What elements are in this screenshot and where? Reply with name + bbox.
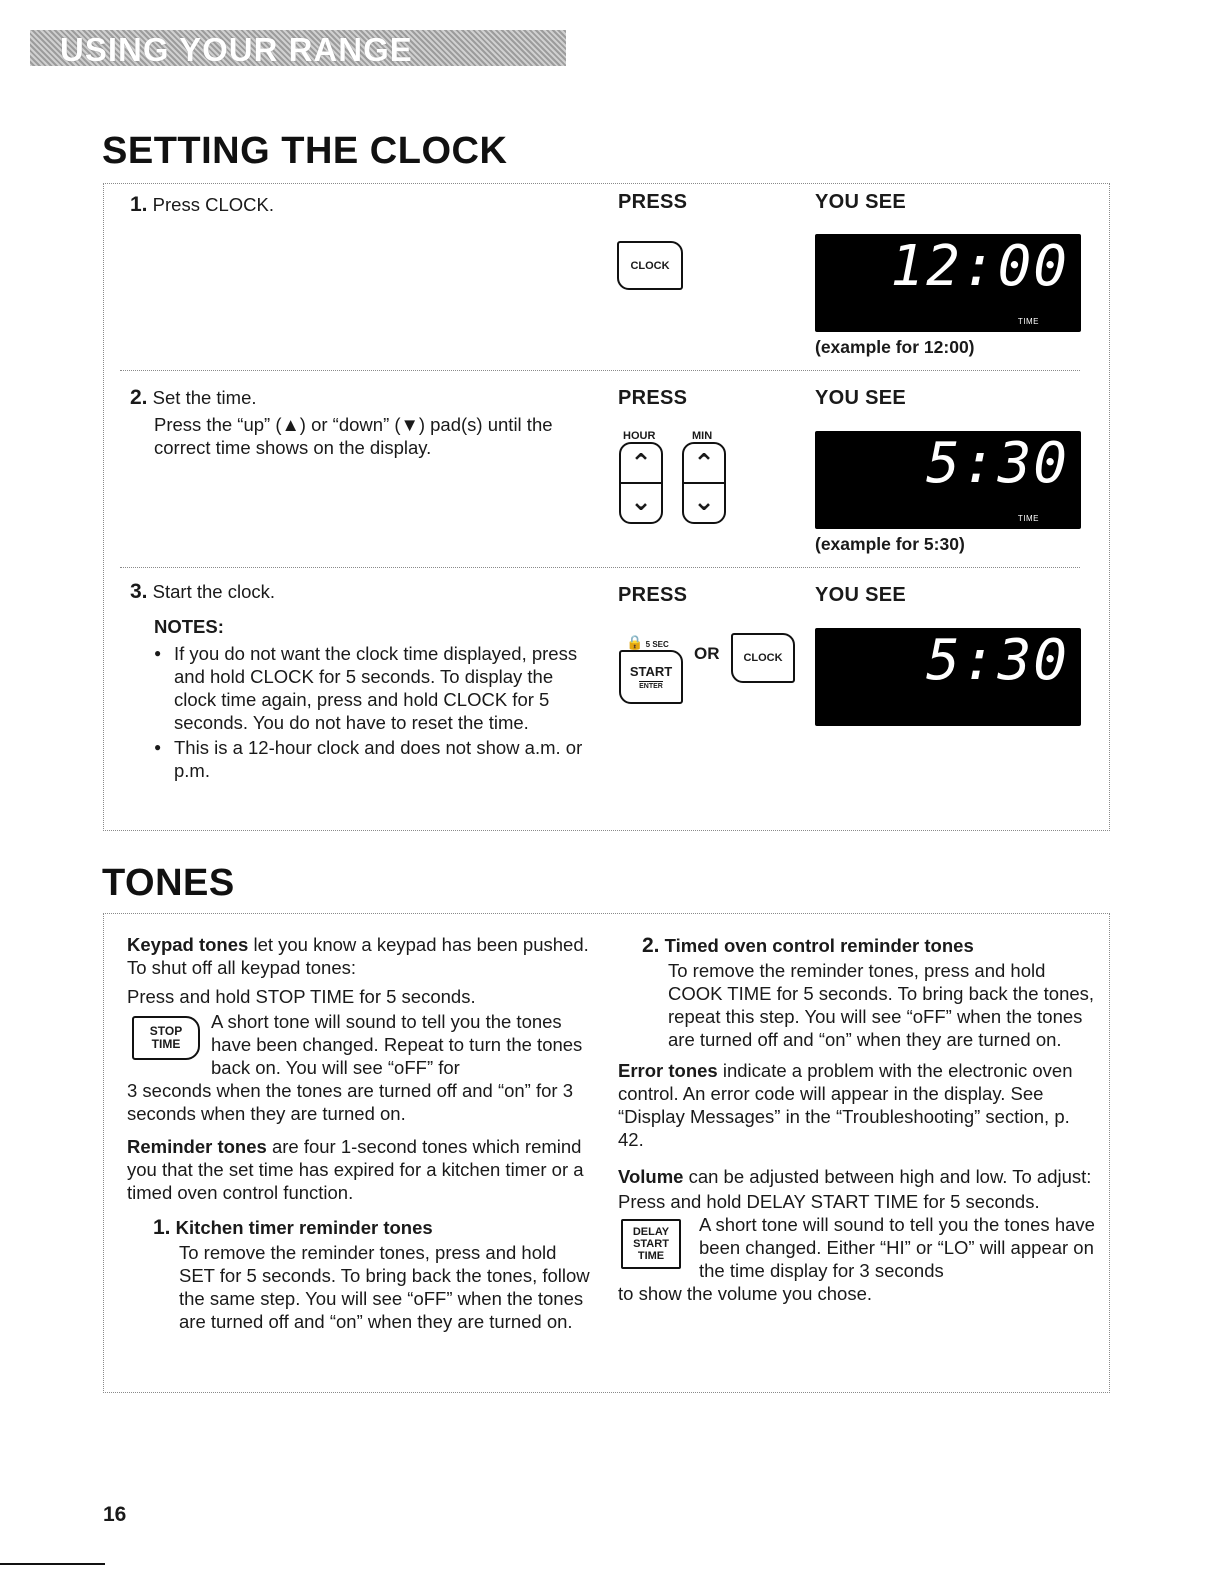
- step-text: Press CLOCK.: [152, 194, 274, 215]
- clock-key-label: CLOCK: [630, 259, 670, 272]
- press-header: PRESS: [618, 387, 688, 409]
- step-1: [130, 193, 274, 216]
- stop-time-row: [127, 1010, 593, 1079]
- clock-display: [815, 234, 1081, 332]
- clock-key: [731, 633, 795, 683]
- stop-time-key: [132, 1016, 200, 1060]
- keypad-press-hold: Press and hold STOP TIME for 5 seconds.: [127, 986, 476, 1007]
- clock-display: [815, 628, 1081, 726]
- notes-list: [130, 642, 585, 782]
- error-tones-text: indicate a problem with the electronic oven control. An error code will appear in the display. See “Display Messages” in the “Troubleshooting” section, p. 42.: [618, 1060, 1073, 1150]
- step-number: 2.: [130, 386, 148, 409]
- down-arrow-icon: ⌄: [630, 486, 652, 516]
- volume-text: can be adjusted between high and low. To adjust:: [683, 1166, 1092, 1187]
- min-arrow-keys: [682, 442, 726, 524]
- display-caption: (example for 5:30): [815, 534, 965, 554]
- clock-section-title: SETTING THE CLOCK: [102, 130, 508, 172]
- you-see-header: YOU SEE: [815, 584, 907, 606]
- timed-control-heading: [618, 934, 1096, 957]
- page-number: 16: [103, 1503, 127, 1526]
- subsection-title: Kitchen timer reminder tones: [175, 1217, 433, 1238]
- reminder-tones-paragraph: [127, 1135, 593, 1204]
- lock-indicator: [626, 634, 669, 651]
- you-see-header: YOU SEE: [815, 387, 907, 409]
- display-caption: (example for 12:00): [815, 337, 975, 357]
- step-text: Start the clock.: [152, 581, 276, 602]
- display-readout: 12:00: [890, 234, 1069, 299]
- step-detail: Press the “up” (▲) or “down” (▼) pad(s) until the correct time shows on the display.: [154, 414, 553, 458]
- enter-label: ENTER: [639, 683, 663, 690]
- time-key-label: TIME: [151, 1037, 181, 1051]
- delay-start-row: [618, 1213, 1096, 1282]
- timed-control-text: To remove the reminder tones, press and hold COOK TIME for 5 seconds. To bring back the tones, repeat this step. You will see “oFF” when the tones are turned off and “on” when they are turned on.: [668, 960, 1095, 1050]
- step-number: 3.: [130, 580, 148, 603]
- you-see-header: YOU SEE: [815, 191, 907, 213]
- or-label: OR: [694, 644, 720, 663]
- subsection-title: Timed oven control reminder tones: [664, 935, 974, 956]
- down-arrow-icon: ⌄: [693, 486, 715, 516]
- press-header: PRESS: [618, 191, 688, 213]
- tones-left-column: [127, 933, 593, 1333]
- error-tones-term: Error tones: [618, 1060, 718, 1081]
- lock-icon: 🔒: [626, 634, 644, 650]
- start-key-label: START: [633, 1238, 669, 1250]
- delay-key-label: DELAY: [632, 1226, 670, 1238]
- delay-start-time-key: [621, 1219, 681, 1269]
- note-item: ● If you do not want the clock time displayed, press and hold CLOCK for 5 seconds. To display the clock time again, press and hold CLOCK for 5 seconds. You do not have to reset the time.: [154, 642, 585, 734]
- display-time-tag: TIME: [1017, 514, 1039, 523]
- step-divider: [120, 567, 1080, 568]
- step-text: Set the time.: [152, 387, 257, 408]
- time-key-label: TIME: [637, 1250, 665, 1262]
- subsection-number: 2.: [642, 934, 660, 957]
- press-header: PRESS: [618, 584, 688, 606]
- error-tones-paragraph: [618, 1059, 1096, 1151]
- tones-section-title: TONES: [102, 862, 235, 904]
- min-label: MIN: [692, 430, 713, 442]
- lock-label: 5 SEC: [645, 640, 669, 649]
- clock-key-label: CLOCK: [743, 652, 783, 664]
- section-banner: [30, 30, 566, 66]
- volume-term: Volume: [618, 1166, 684, 1187]
- hour-arrow-keys: [619, 442, 663, 524]
- volume-paragraph: [618, 1165, 1096, 1188]
- start-label: START: [629, 664, 673, 679]
- display-readout: 5:30: [926, 431, 1069, 496]
- volume-press-hold: Press and hold DELAY START TIME for 5 seconds.: [618, 1191, 1040, 1212]
- subsection-number: 1.: [153, 1216, 171, 1239]
- footer-rule: [0, 1563, 105, 1565]
- keypad-tones-paragraph: [127, 933, 593, 979]
- display-readout: 5:30: [926, 628, 1069, 693]
- reminder-tones-term: Reminder tones: [127, 1136, 267, 1157]
- kitchen-timer-text: To remove the reminder tones, press and hold SET for 5 seconds. To bring back the tones, follow the same step. You will see “oFF” when the tones are turned off and “on” when they are turned on.: [179, 1242, 590, 1332]
- delay-start-text-continued: to show the volume you chose.: [618, 1283, 873, 1304]
- keypad-tones-text: let you know a keypad has been pushed. To shut off all keypad tones:: [127, 934, 589, 978]
- reminder-tones-text: are four 1-second tones which remind you that the set time has expired for a kitchen timer or a timed oven control function.: [127, 1136, 584, 1203]
- kitchen-timer-heading: [127, 1216, 593, 1239]
- tones-right-column: [618, 934, 1096, 1305]
- delay-start-text: A short tone will sound to tell you the tones have been changed. Either “HI” or “LO” will appear on the time display for 3 seconds: [699, 1214, 1095, 1281]
- stop-time-text-continued: 3 seconds when the tones are turned off and “on” for 3 seconds when they are turned on.: [127, 1080, 574, 1124]
- up-arrow-icon: ⌃: [630, 448, 652, 478]
- step-3: [130, 580, 585, 784]
- step-divider: [120, 370, 1080, 371]
- note-item: ● This is a 12-hour clock and does not show a.m. or p.m.: [154, 736, 585, 782]
- step-number: 1.: [130, 193, 148, 216]
- stop-key-label: STOP: [149, 1024, 183, 1038]
- hour-label: HOUR: [623, 430, 656, 442]
- step-2: [130, 386, 570, 459]
- clock-display: [815, 431, 1081, 529]
- banner-text: USING YOUR RANGE: [60, 31, 413, 66]
- stop-time-text: A short tone will sound to tell you the tones have been changed. Repeat to turn the tones back on. You will see “oFF” for: [211, 1011, 583, 1078]
- keypad-tones-term: Keypad tones: [127, 934, 249, 955]
- start-key: [619, 650, 683, 704]
- display-time-tag: TIME: [1017, 317, 1039, 326]
- up-arrow-icon: ⌃: [693, 448, 715, 478]
- notes-title: NOTES:: [154, 616, 224, 637]
- clock-key: [617, 241, 683, 290]
